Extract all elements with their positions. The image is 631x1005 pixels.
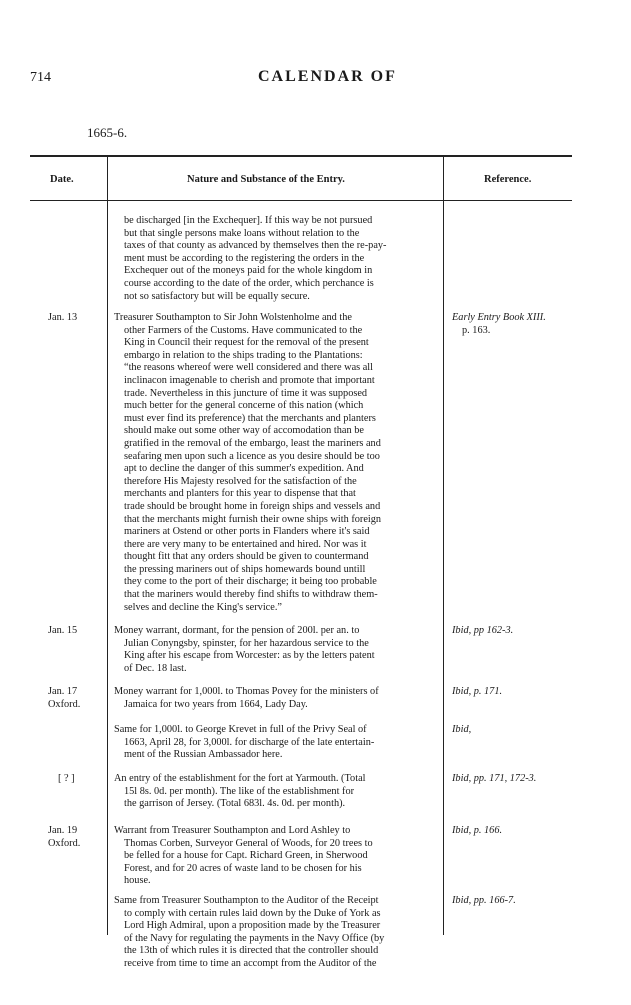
entry-reference: Ibid,	[452, 724, 472, 735]
entry-text: An entry of the establishment for the fort at Yarmouth. (Total 15l 8s. 0d. per month). The like of the establishment for the garrison of Jersey. (Total 683l. 4s. 0d. per month).	[114, 773, 366, 810]
column-divider-left	[107, 155, 108, 935]
entry-text: Same from Treasurer Southampton to the Auditor of the Receipt to comply with certain rules laid down by the Duke of York as Lord High Admiral, upon a proposition made by the Treasurer of the Navy for regulating the payments in the Navy Office (by the 13th of which rules it is directed that the controller should receive from time to time an accompt from the Auditor of the	[114, 895, 385, 969]
entry-date: Jan. 13	[48, 312, 78, 323]
column-divider-right	[443, 155, 444, 935]
entry-reference: Ibid, pp 162-3.	[452, 625, 514, 636]
column-header-date: Date.	[50, 174, 74, 185]
header-bottom-rule	[30, 200, 572, 201]
entry-date: Jan. 15	[48, 625, 78, 636]
entry-date: Jan. 19 Oxford.	[48, 825, 81, 849]
entry-reference: Ibid, pp. 166-7.	[452, 895, 516, 906]
top-rule	[30, 155, 572, 157]
entry-text: Warrant from Treasurer Southampton and Lord Ashley to Thomas Corben, Surveyor General of Woods, for 20 trees to be felled for a house for Capt. Richard Green, in Sherwood Forest, and for 20 acres of waste land to be chosen for his house.	[114, 825, 373, 887]
entry-reference: Ibid, pp. 171, 172-3.	[452, 773, 537, 784]
column-header-nature: Nature and Substance of the Entry.	[187, 174, 345, 185]
entry-reference: Ibid, p. 166.	[452, 825, 503, 836]
entry-reference: Early Entry Book XIII. p. 163.	[452, 312, 546, 336]
running-title: CALENDAR OF	[258, 68, 397, 85]
page-number: 714	[30, 70, 51, 85]
entry-text: be discharged [in the Exchequer]. If this way be not pursued but that single persons make loans without relation to the taxes of that county as advanced by themselves then the re-pay- ment must be according to the registering the orders in the Exchequer out of the moneys paid for the whole kingdom in course according to the date of the order, which perchance is not so satisfactory but will be equally secure.	[124, 215, 387, 302]
entry-date: [ ? ]	[58, 773, 75, 784]
entry-text: Money warrant, dormant, for the pension of 200l. per an. to Julian Conyngsby, spinster, for her hazardous service to the King after his escape from Worcester: as by the letters patent of Dec. 18 last.	[114, 625, 375, 674]
year-heading: 1665-6.	[87, 125, 128, 140]
entry-text: Treasurer Southampton to Sir John Wolstenholme and the other Farmers of the Customs. Have communicated to the King in Council their request for the removal of the present embargo in relation to the ships trading to the Plantations: “the reasons whereof were well considered and there was all inclinacon imagenable to cherish and promote that important trade. Nevertheless in this juncture of time it was supposed much better for the general concerne of this nation (which must ever find its preference) that the merchants and planters should make out some other way of accomodation than be gratified in the removal of the embargo, least the mariners and seafaring men upon such a licence as you desire should be too apt to decline the danger of this summer's expedition. And therefore His Majesty resolved for the satisfaction of the merchants and planters for this year to dispense that that trade should be brought home in foreign ships and vessels and that the merchants might furnish their owne ships with foreign mariners at Ostend or other ports in Flanders where it's said there are very many to be entertained and hired. Nor was it thought fitt that any orders should be given to countermand the pressing mariners out of ships homewards bound untill they come to the port of their discharge; it being too probable that the mariners would thereby find shifts to withdraw them- selves and decline the King's service.”	[114, 312, 382, 613]
entry-reference: Ibid, p. 171.	[452, 686, 503, 697]
entry-text: Money warrant for 1,000l. to Thomas Povey for the ministers of Jamaica for two years from 1664, Lady Day.	[114, 686, 379, 710]
entry-date: Jan. 17 Oxford.	[48, 686, 81, 710]
entry-text: Same for 1,000l. to George Krevet in full of the Privy Seal of 1663, April 28, for 3,000l. for discharge of the late entertain- ment of the Russian Ambassador here.	[114, 724, 375, 761]
column-header-reference: Reference.	[484, 174, 532, 185]
